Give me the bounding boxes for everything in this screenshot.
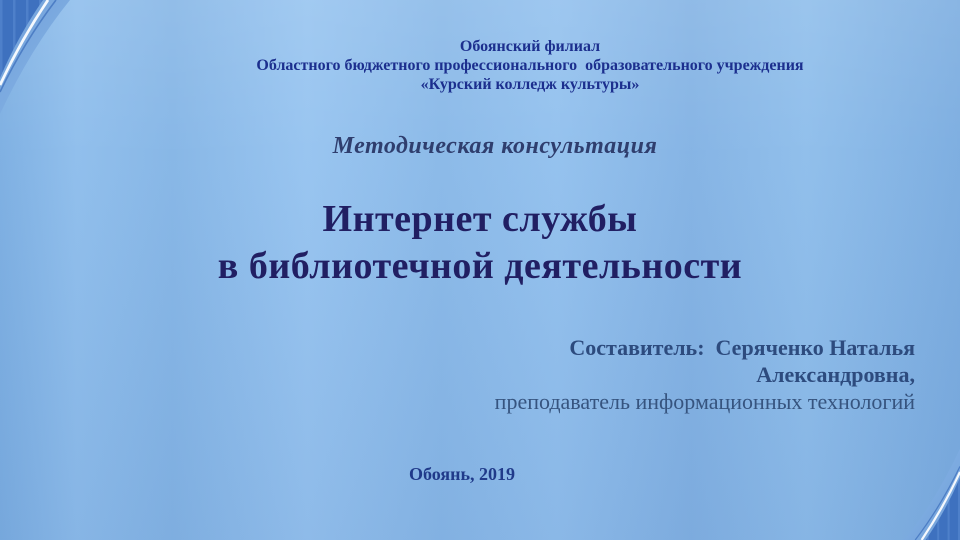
slide-title-line-1: Интернет службы [322, 198, 638, 240]
slide-title-line-2: в библиотечной деятельности [217, 245, 743, 287]
org-header [100, 37, 960, 94]
subtitle: Методическая консультация [332, 133, 658, 159]
author-role: преподаватель информационных технологий [494, 389, 915, 414]
org-header-line-3: «Курский колледж культуры» [420, 76, 640, 93]
author-block [295, 334, 915, 415]
author-name-line-1: Составитель: Серяченко Наталья [569, 335, 915, 360]
org-header-line-2: Областного бюджетного профессионального образовательного учреждения [256, 57, 804, 74]
footer-place-year: Обоянь, 2019 [408, 464, 516, 484]
slide-title [0, 196, 960, 290]
org-header-line-1: Обоянский филиал [459, 38, 601, 55]
corner-decoration-bottom-right-icon [848, 436, 960, 540]
author-name-line-2: Александровна, [756, 362, 915, 387]
